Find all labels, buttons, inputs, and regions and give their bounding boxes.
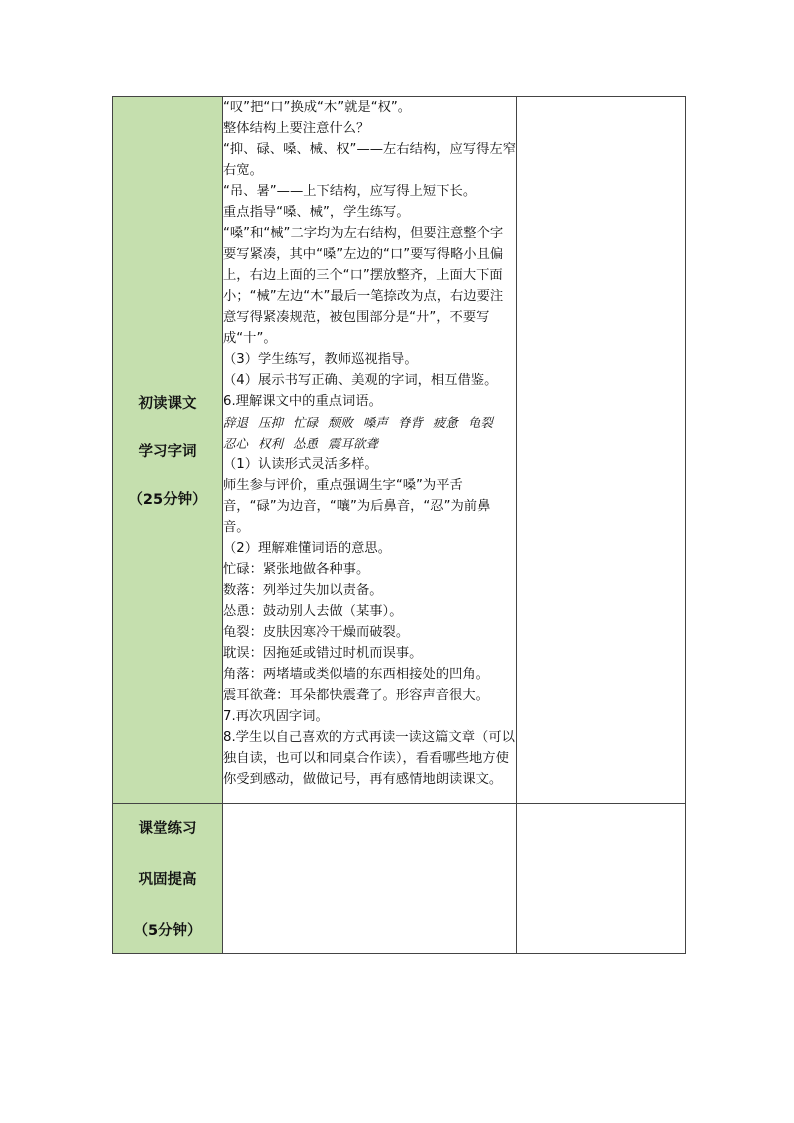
content-line: 师生参与评价，重点强调生字“嗓”为平舌音，“碌”为边音，“嚷”为后鼻音，“忍”为前鼻音。 — [223, 478, 491, 535]
content-line: （3）学生练写，教师巡视指导。 — [223, 352, 418, 367]
lesson-plan-table — [112, 96, 686, 954]
content-line: 数落：列举过失加以责备。 — [223, 583, 383, 598]
stage-duration: （25分钟） — [128, 491, 207, 508]
content-cell — [223, 804, 517, 954]
content-line: 重点指导“嗓、械”，学生练写。 — [223, 205, 410, 220]
stage-cell — [113, 804, 223, 954]
notes-cell — [517, 97, 686, 804]
stage-subtitle: 学习字词 — [138, 443, 197, 460]
content-line: （2）理解难懂词语的意思。 — [223, 541, 392, 556]
stage-title: 初读课文 — [138, 395, 197, 412]
handwritten-words: 辞退 压抑 忙碌 颓败 嗓声 脊背 疲惫 龟裂 — [223, 415, 493, 430]
content-line: 耽误：因拖延或错过时机而误事。 — [223, 646, 423, 661]
stage-duration: （5分钟） — [133, 923, 202, 939]
stage-title: 课堂练习 — [138, 821, 197, 837]
content-line: “叹”把“口”换成“木”就是“权”。 — [223, 100, 412, 115]
content-cell — [223, 97, 517, 804]
content-line: （1）认读形式灵活多样。 — [223, 457, 378, 472]
content-line: 龟裂：皮肤因寒冷干燥而破裂。 — [223, 625, 410, 640]
content-line: （4）展示书写正确、美观的字词，相互借鉴。 — [223, 373, 498, 388]
table-row — [113, 804, 686, 954]
content-line: 6.理解课文中的重点词语。 — [223, 394, 382, 409]
content-line: 8.学生以自己喜欢的方式再读一读这篇文章（可以独自读，也可以和同桌合作读），看看哪些地方使你受到感动，做做记号，再有感情地朗读课文。 — [223, 730, 515, 787]
content-line: “抑、碌、嗓、械、权”——左右结构，应写得左窄右宽。 — [223, 142, 517, 178]
content-line: 震耳欲聋：耳朵都快震聋了。形容声音很大。 — [223, 688, 489, 703]
content-line: “吊、暑”——上下结构，应写得上短下长。 — [223, 184, 477, 199]
content-line: 忙碌：紧张地做各种事。 — [223, 562, 370, 577]
content-line: 角落：两堵墙或类似墙的东西相接处的凹角。 — [223, 667, 489, 682]
content-line: 怂恿：鼓动别人去做（某事）。 — [223, 604, 403, 619]
stage-subtitle: 巩固提高 — [138, 872, 197, 888]
content-line: 整体结构上要注意什么？ — [223, 121, 370, 136]
content-line: 7.再次巩固字词。 — [223, 709, 329, 724]
content-line: “嗓”和“械”二字均为左右结构，但要注意整个字要写紧凑，其中“嗓”左边的“口”要写得略小且偏上，右边上面的三个“口”摆放整齐，上面大下面小；“械”左边“木”最后一笔捺改为点，右边要注意写得紧凑规范，被包围部分是“廾”，不要写成“十”。 — [223, 226, 504, 346]
table-row — [113, 97, 686, 804]
stage-cell — [113, 97, 223, 804]
handwritten-words: 忍心 权利 怂恿 震耳欲聋 — [223, 436, 378, 451]
notes-cell — [517, 804, 686, 954]
